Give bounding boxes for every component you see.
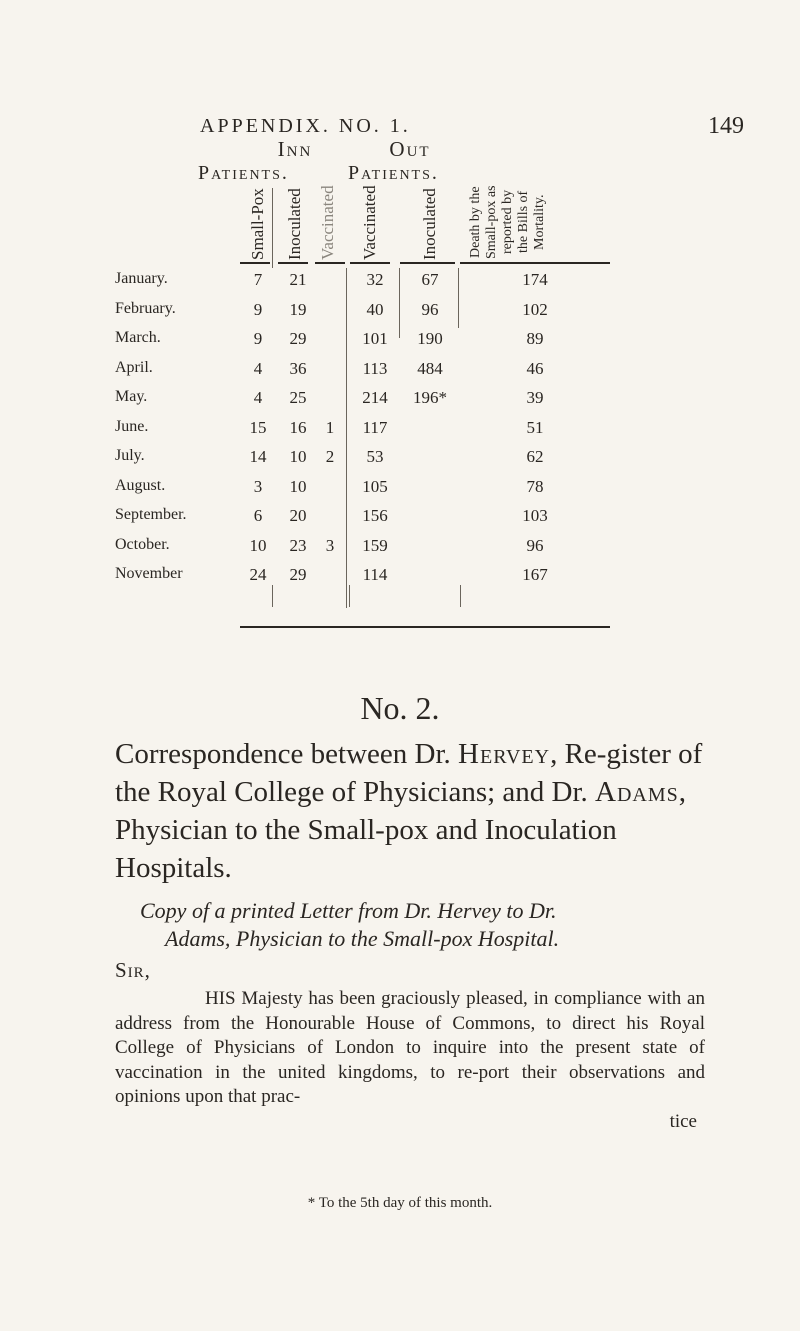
heading-name-hervey: Hervey	[458, 738, 551, 770]
header-rule	[400, 262, 455, 264]
column-rule	[272, 188, 273, 268]
header-rule	[278, 262, 308, 264]
cell-small-pox: 4	[253, 388, 263, 407]
row-month: August.	[115, 476, 166, 494]
cell-out-vaccinated: 53	[366, 447, 384, 466]
cell-out-vaccinated: 40	[366, 299, 384, 319]
row-month: October.	[115, 535, 170, 553]
section-number: No. 2.	[360, 690, 440, 726]
heading-text-3: , Physician to the Small-pox and Inoculation Hospitals.	[115, 776, 687, 884]
cell-inoculated: 16	[289, 417, 307, 437]
cell-out-vaccinated: 105	[362, 476, 388, 496]
cell-deaths: 103	[522, 506, 548, 525]
running-head-title: APPENDIX. NO. 1.	[200, 115, 411, 137]
cell-deaths: 51	[526, 417, 544, 437]
cell-inoculated: 19	[289, 299, 307, 319]
cell-deaths: 167	[522, 565, 548, 584]
footnote: * To the 5th day of this month.	[307, 1195, 493, 1211]
inn-patients-heading: Inn	[277, 137, 313, 161]
cell-out-vaccinated: 117	[362, 417, 388, 437]
cell-deaths: 174	[522, 270, 548, 289]
column-rule	[346, 268, 347, 608]
cell-small-pox: 24	[249, 565, 267, 584]
salutation: Sir,	[115, 958, 151, 982]
caption-line-1: Copy of a printed Letter from Dr. Hervey to Dr.	[140, 898, 557, 923]
cell-small-pox: 4	[253, 358, 263, 378]
caption-line-2: Adams, Physician to the Small-pox Hospital.	[165, 926, 560, 951]
cell-inoculated: 21	[289, 270, 307, 289]
cell-small-pox: 7	[253, 270, 263, 289]
cell-inoculated: 36	[289, 358, 307, 378]
cell-out-inoculated: 96	[421, 299, 439, 319]
cell-deaths: 78	[526, 476, 544, 496]
cell-inoculated: 29	[289, 329, 307, 348]
cell-small-pox: 10	[249, 535, 267, 555]
col-inn-vaccinated: Vaccinated	[318, 185, 337, 260]
cell-deaths: 39	[526, 388, 544, 407]
col-small-pox: Small-Pox	[248, 188, 267, 260]
cell-out-vaccinated: 101	[362, 329, 388, 348]
inn-patients-label: Patients.	[198, 162, 289, 184]
row-month: January.	[115, 270, 168, 287]
cell-out-vaccinated: 32	[366, 270, 384, 289]
letter-caption	[140, 897, 710, 953]
cell-inoculated: 10	[289, 476, 307, 496]
cell-out-inoculated: 196*	[413, 388, 447, 407]
cell-small-pox: 9	[253, 329, 263, 348]
cell-deaths: 96	[526, 535, 544, 555]
cell-out-vaccinated: 114	[362, 565, 388, 584]
cell-small-pox: 3	[253, 476, 263, 496]
cell-small-pox: 15	[249, 417, 267, 437]
cell-out-inoculated: 190	[417, 329, 443, 348]
table-bottom-rule	[240, 626, 610, 628]
col-deaths: Death by the Small-pox as reported by the Bills of Mortality.	[468, 185, 547, 259]
page-number: 149	[708, 113, 744, 139]
cell-out-vaccinated: 113	[362, 358, 388, 378]
cell-out-vaccinated: 159	[362, 535, 388, 555]
row-month: March.	[115, 329, 161, 346]
letter-catchword: tice	[669, 1110, 697, 1132]
out-patients-heading: Out	[389, 137, 431, 161]
cell-inoculated: 10	[289, 447, 307, 466]
cell-deaths: 46	[526, 358, 544, 378]
cell-small-pox: 9	[253, 299, 263, 319]
row-month: May.	[115, 388, 148, 405]
row-month: February.	[115, 299, 176, 317]
heading-text-2: , Re-gister of the Royal College of Physicians; and Dr.	[115, 738, 703, 808]
out-patients-label: Patients.	[348, 162, 439, 184]
header-rule	[460, 262, 610, 264]
cell-deaths: 102	[522, 299, 548, 319]
row-month: June.	[115, 417, 149, 435]
cell-inoculated: 23	[289, 535, 307, 555]
letter-paragraph: HIS Majesty has been graciously pleased, in compliance with an address from the Honourable House of Commons, to direct his Royal College of Physicians of London to inquire into the present state of vaccination in the united kingdoms, to re-port their observations and opinions upon that prac-	[115, 988, 705, 1107]
row-month: November	[115, 565, 183, 582]
col-inn-inoculated: Inoculated	[285, 188, 304, 260]
cell-inoculated: 25	[289, 388, 307, 407]
cell-out-vaccinated: 156	[362, 506, 388, 525]
row-month: July.	[115, 447, 145, 464]
column-rule	[460, 585, 461, 607]
row-month: September.	[115, 506, 187, 523]
cell-out-vaccinated: 214	[362, 388, 388, 407]
cell-vaccinated: 1	[325, 417, 335, 437]
cell-small-pox: 6	[253, 506, 263, 525]
section-heading	[115, 735, 705, 887]
cell-deaths: 89	[526, 329, 544, 348]
header-rule	[240, 262, 270, 264]
cell-vaccinated: 2	[325, 447, 335, 466]
cell-small-pox: 14	[249, 447, 267, 466]
heading-text-1: Correspondence between Dr.	[115, 738, 451, 770]
column-rule	[458, 268, 459, 328]
col-out-inoculated: Inoculated	[420, 188, 439, 260]
cell-out-inoculated: 67	[421, 270, 439, 289]
column-rule	[349, 585, 350, 607]
cell-vaccinated: 3	[325, 535, 335, 555]
cell-inoculated: 29	[289, 565, 307, 584]
header-rule	[350, 262, 390, 264]
header-rule	[315, 262, 345, 264]
cell-deaths: 62	[526, 447, 544, 466]
column-rule	[272, 585, 273, 607]
cell-out-inoculated: 484	[417, 358, 443, 378]
row-month: April.	[115, 358, 153, 376]
letter-body	[115, 987, 705, 1134]
cell-inoculated: 20	[289, 506, 307, 525]
heading-name-adams: Adams	[595, 776, 679, 808]
col-out-vaccinated: Vaccinated	[360, 185, 379, 260]
